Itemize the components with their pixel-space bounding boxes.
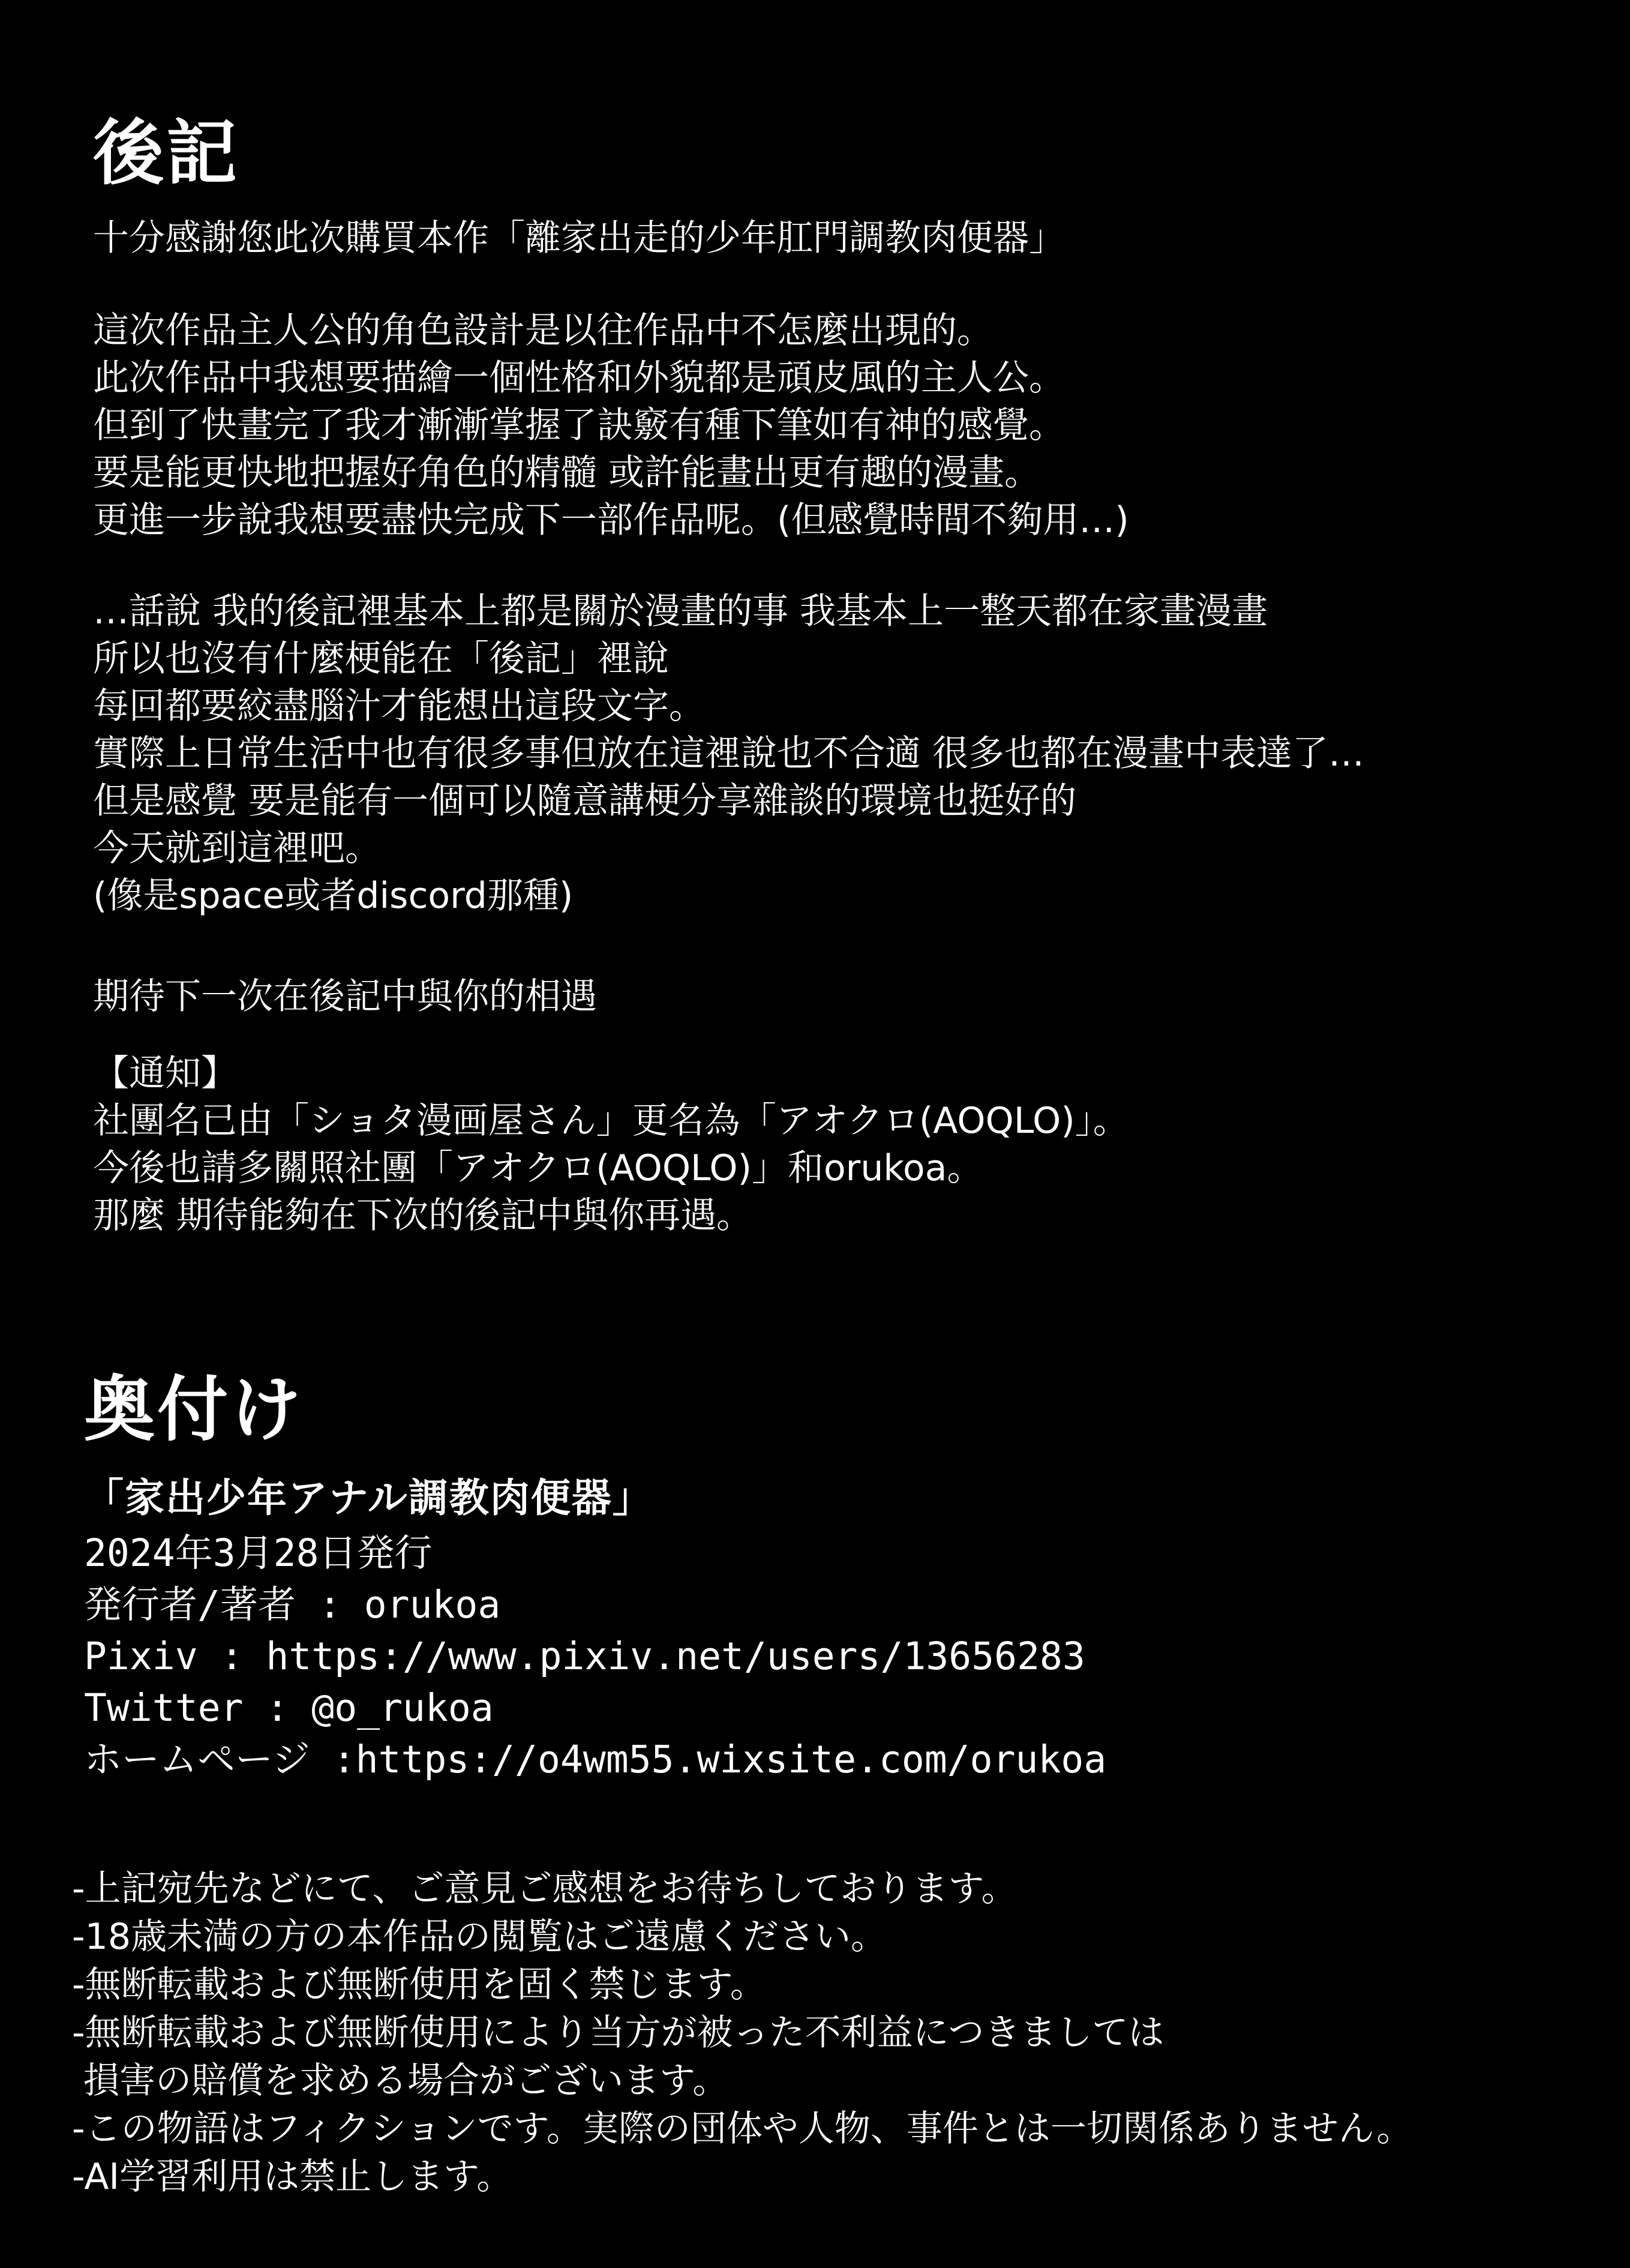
note-item: -18歳未満の方の本作品の閲覧はご遠慮ください。	[72, 1916, 887, 1958]
publish-date: 2024年3月28日発行	[84, 1531, 433, 1575]
chat-paragraph	[93, 588, 1364, 920]
chat-line: (像是space或者discord那種)	[93, 875, 574, 917]
note-item: -無断転載および無断使用により当方が被った不利益につきましては	[72, 2012, 1164, 2054]
note-item: -上記宛先などにて、ご意見ご感想をお待ちしております。	[72, 1868, 1017, 1910]
note-item: -この物語はフィクションです。実際の団体や人物、事件とは一切関係ありません。	[72, 2108, 1413, 2150]
design-paragraph	[93, 307, 1129, 544]
design-line: 此次作品中我想要描繪一個性格和外貌都是頑皮風的主人公。	[93, 357, 1065, 399]
notice-line: 今後也請多關照社團「アオクロ(AOQLO)」和orukoa。	[93, 1147, 983, 1189]
note-item: -無断転載および無断使用を固く禁じます。	[72, 1964, 766, 2006]
chat-line: 所以也沒有什麼梗能在「後記」裡說	[93, 638, 669, 680]
design-line: 更進一步說我想要盡快完成下一部作品呢。(但感覺時間不夠用…)	[93, 499, 1129, 541]
note-item: 損害の賠償を求める場合がございます。	[72, 2060, 729, 2102]
chat-line: 每回都要絞盡腦汁才能想出這段文字。	[93, 685, 705, 727]
colophon-block	[84, 1469, 1106, 1786]
thanks-line: 十分感謝您此次購買本作「離家出走的少年肛門調教肉便器」	[93, 217, 1065, 259]
pixiv-link: Pixiv : https://www.pixiv.net/users/13656283	[84, 1634, 1085, 1678]
notice-line: 社團名已由「ショタ漫画屋さん」更名為「アオクロ(AOQLO)」。	[93, 1100, 1129, 1142]
notice-heading: 【通知】	[93, 1052, 237, 1094]
work-title: 「家出少年アナル調教肉便器」	[84, 1475, 653, 1521]
afterword-title: 後記	[93, 112, 240, 195]
thanks-paragraph	[93, 215, 1065, 262]
chat-line: 但是感覺 要是能有一個可以隨意講梗分享雜談的環境也挺好的	[93, 780, 1077, 822]
closing-line: 期待下一次在後記中與你的相遇	[93, 976, 597, 1018]
note-item: -AI学習利用は禁止します。	[72, 2156, 513, 2198]
design-line: 但到了快畫完了我才漸漸掌握了訣竅有種下筆如有神的感覺。	[93, 404, 1065, 446]
homepage-link: ホームページ :https://o4wm55.wixsite.com/orukoa	[84, 1738, 1107, 1781]
notice-line: 那麼 期待能夠在下次的後記中與你再遇。	[93, 1195, 753, 1237]
notes-list	[72, 1865, 1412, 2201]
twitter-handle: Twitter : @o_rukoa	[84, 1686, 494, 1730]
publisher-author: 発行者/著者 : orukoa	[84, 1583, 501, 1627]
closing-paragraph	[93, 973, 597, 1021]
colophon-title: 奥付け	[84, 1368, 304, 1451]
chat-line: 今天就到這裡吧。	[93, 827, 381, 869]
chat-line: …話說 我的後記裡基本上都是關於漫畫的事 我基本上一整天都在家畫漫畫	[93, 590, 1268, 632]
chat-line: 實際上日常生活中也有很多事但放在這裡說也不合適 很多也都在漫畫中表達了…	[93, 733, 1365, 775]
notice-paragraph	[93, 1050, 1129, 1240]
design-line: 這次作品主人公的角色設計是以往作品中不怎麼出現的。	[93, 310, 993, 352]
design-line: 要是能更快地把握好角色的精髓 或許能畫出更有趣的漫畫。	[93, 452, 1041, 494]
